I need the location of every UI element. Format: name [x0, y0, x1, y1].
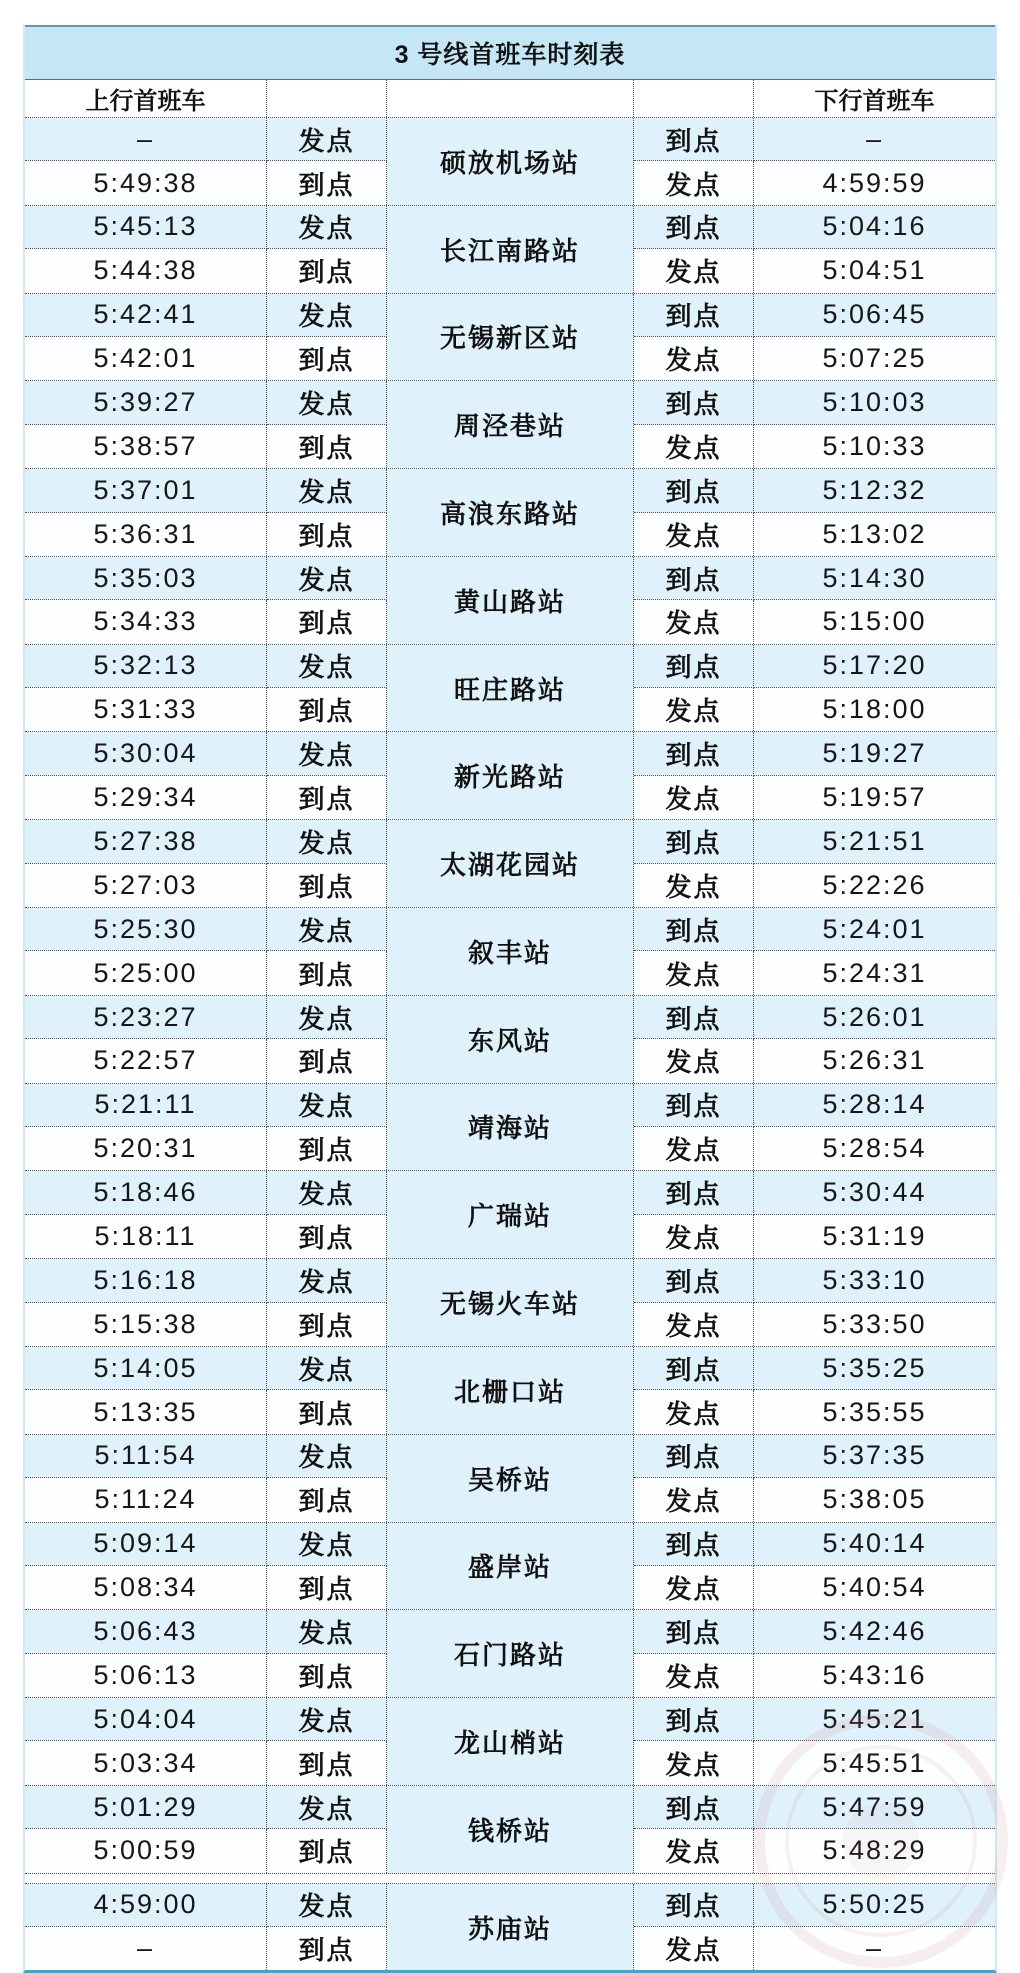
header-row: [25, 80, 995, 118]
up-time-row2: 5:31:33: [25, 688, 267, 731]
down-time-row2: 5:18:00: [754, 688, 995, 731]
down-label-row2: 发点: [634, 513, 754, 556]
down-label-row1: 到点: [634, 1171, 754, 1214]
down-time-row1: 5:47:59: [754, 1786, 995, 1829]
station-group: [25, 294, 995, 382]
up-label-row1: 发点: [267, 1347, 387, 1390]
up-label-row2: 到点: [267, 1215, 387, 1258]
down-label-row1: 到点: [634, 381, 754, 424]
down-label-row1: 到点: [634, 1435, 754, 1478]
up-label-row2: 到点: [267, 337, 387, 380]
down-time-row1: 5:21:51: [754, 820, 995, 863]
station-name: 苏庙站: [387, 1884, 634, 1971]
up-time-row2: 5:08:34: [25, 1566, 267, 1609]
station-group: [25, 1884, 995, 1971]
down-time-row2: 5:24:31: [754, 951, 995, 994]
up-label-row1: 发点: [267, 1884, 387, 1927]
station-group: [25, 1347, 995, 1435]
up-time-row2: 5:38:57: [25, 425, 267, 468]
down-label-row2: 发点: [634, 161, 754, 204]
down-label-row2: 发点: [634, 1741, 754, 1784]
up-label-row2: 到点: [267, 1741, 387, 1784]
up-label-row2: 到点: [267, 1127, 387, 1170]
up-label-row2: 到点: [267, 951, 387, 994]
up-time-row2: 5:20:31: [25, 1127, 267, 1170]
down-time-row1: 5:06:45: [754, 294, 995, 337]
down-label-row2: 发点: [634, 1215, 754, 1258]
up-time-row2: 5:06:13: [25, 1654, 267, 1697]
down-label-row2: 发点: [634, 864, 754, 907]
down-label-row1: 到点: [634, 1259, 754, 1302]
up-time-row2: 5:44:38: [25, 249, 267, 292]
up-time-row1: 5:32:13: [25, 645, 267, 688]
station-name: 盛岸站: [387, 1523, 634, 1610]
down-time-row2: 5:28:54: [754, 1127, 995, 1170]
down-label-row1: 到点: [634, 1786, 754, 1829]
table-title: 3 号线首班车时刻表: [25, 25, 995, 80]
down-label-row2: 发点: [634, 1039, 754, 1082]
down-label-row2: 发点: [634, 600, 754, 643]
up-time-row1: 5:01:29: [25, 1786, 267, 1829]
station-name: 北栅口站: [387, 1347, 634, 1434]
down-time-row1: 5:19:27: [754, 732, 995, 775]
up-time-row2: 5:18:11: [25, 1215, 267, 1258]
down-label-row1: 到点: [634, 469, 754, 512]
up-label-row2: 到点: [267, 513, 387, 556]
station-group: [25, 469, 995, 557]
up-time-row1: 5:18:46: [25, 1171, 267, 1214]
up-label-row2: 到点: [267, 1654, 387, 1697]
down-time-row1: 5:40:14: [754, 1523, 995, 1566]
up-label-row2: 到点: [267, 1478, 387, 1521]
up-time-row2: 5:15:38: [25, 1303, 267, 1346]
down-time-row2: 5:10:33: [754, 425, 995, 468]
up-label-row1: 发点: [267, 1610, 387, 1653]
down-time-row1: 5:28:14: [754, 1084, 995, 1127]
station-group: [25, 820, 995, 908]
up-label-row1: 发点: [267, 557, 387, 600]
down-label-row1: 到点: [634, 820, 754, 863]
station-group: [25, 1084, 995, 1172]
down-label-row1: 到点: [634, 1610, 754, 1653]
up-label-row2: 到点: [267, 864, 387, 907]
station-name: 太湖花园站: [387, 820, 634, 907]
up-label-row1: 发点: [267, 1084, 387, 1127]
up-label-row1: 发点: [267, 645, 387, 688]
down-label-row1: 到点: [634, 732, 754, 775]
up-label-row2: 到点: [267, 600, 387, 643]
down-time-row2: 5:13:02: [754, 513, 995, 556]
down-time-row2: 5:19:57: [754, 776, 995, 819]
station-name: 无锡火车站: [387, 1259, 634, 1346]
up-time-row1: 5:06:43: [25, 1610, 267, 1653]
down-time-row1: 5:17:20: [754, 645, 995, 688]
up-time-row2: 5:03:34: [25, 1741, 267, 1784]
up-label-row1: 发点: [267, 820, 387, 863]
up-label-row1: 发点: [267, 1435, 387, 1478]
station-name: 旺庄路站: [387, 645, 634, 732]
down-time-row1: 5:14:30: [754, 557, 995, 600]
down-time-row1: 5:37:35: [754, 1435, 995, 1478]
up-label-row1: 发点: [267, 206, 387, 249]
down-time-row2: 5:15:00: [754, 600, 995, 643]
down-label-row2: 发点: [634, 1566, 754, 1609]
up-time-row1: 5:09:14: [25, 1523, 267, 1566]
up-time-row1: 5:14:05: [25, 1347, 267, 1390]
down-label-row1: 到点: [634, 206, 754, 249]
up-time-row1: 5:27:38: [25, 820, 267, 863]
up-label-row1: 发点: [267, 1171, 387, 1214]
up-label-row2: 到点: [267, 1039, 387, 1082]
up-label-row2: 到点: [267, 1390, 387, 1433]
down-label-row2: 发点: [634, 1927, 754, 1970]
up-label-row2: 到点: [267, 1303, 387, 1346]
header-empty-1: [267, 80, 387, 117]
up-time-row1: 5:23:27: [25, 996, 267, 1039]
down-label-row2: 发点: [634, 1654, 754, 1697]
station-group: [25, 645, 995, 733]
down-label-row1: 到点: [634, 1084, 754, 1127]
station-group: [25, 1259, 995, 1347]
header-down-first-train: 下行首班车: [814, 88, 935, 115]
up-time-row2: 5:34:33: [25, 600, 267, 643]
down-time-row2: 5:35:55: [754, 1390, 995, 1433]
down-time-row1: 5:24:01: [754, 908, 995, 951]
station-name: 吴桥站: [387, 1435, 634, 1522]
station-group: [25, 206, 995, 294]
down-time-row2: 5:43:16: [754, 1654, 995, 1697]
station-group: [25, 1435, 995, 1523]
down-label-row2: 发点: [634, 249, 754, 292]
station-name: 龙山梢站: [387, 1698, 634, 1785]
table-body: [25, 118, 995, 1970]
station-name: 无锡新区站: [387, 294, 634, 381]
up-label-row2: 到点: [267, 425, 387, 468]
up-label-row2: 到点: [267, 1927, 387, 1970]
up-label-row2: 到点: [267, 1829, 387, 1872]
up-time-row2: 5:29:34: [25, 776, 267, 819]
station-name: 靖海站: [387, 1084, 634, 1171]
up-label-row2: 到点: [267, 776, 387, 819]
down-time-row2: 5:04:51: [754, 249, 995, 292]
down-time-row2: 5:22:26: [754, 864, 995, 907]
station-name: 新光路站: [387, 732, 634, 819]
up-time-row1: 5:11:54: [25, 1435, 267, 1478]
up-time-row1: 5:35:03: [25, 557, 267, 600]
up-label-row2: 到点: [267, 161, 387, 204]
up-time-row1: 4:59:00: [25, 1884, 267, 1927]
station-group: [25, 1523, 995, 1611]
down-label-row2: 发点: [634, 776, 754, 819]
down-time-row2: 5:33:50: [754, 1303, 995, 1346]
down-time-row2: 5:07:25: [754, 337, 995, 380]
station-group: [25, 557, 995, 645]
down-label-row2: 发点: [634, 1127, 754, 1170]
station-name: 长江南路站: [387, 206, 634, 293]
down-time-row1: 5:35:25: [754, 1347, 995, 1390]
down-label-row1: 到点: [634, 1523, 754, 1566]
up-label-row1: 发点: [267, 118, 387, 161]
station-group: [25, 118, 995, 206]
station-group: [25, 1171, 995, 1259]
down-label-row1: 到点: [634, 1347, 754, 1390]
down-time-row2: 5:40:54: [754, 1566, 995, 1609]
down-label-row2: 发点: [634, 688, 754, 731]
down-time-row1: 5:12:32: [754, 469, 995, 512]
up-time-row2: 5:27:03: [25, 864, 267, 907]
down-label-row2: 发点: [634, 337, 754, 380]
down-time-row1: 5:50:25: [754, 1884, 995, 1927]
station-name: 广瑞站: [387, 1171, 634, 1258]
up-time-row1: 5:16:18: [25, 1259, 267, 1302]
up-label-row1: 发点: [267, 996, 387, 1039]
down-time-row1: 5:30:44: [754, 1171, 995, 1214]
station-name: 叙丰站: [387, 908, 634, 995]
station-name: 硕放机场站: [387, 118, 634, 205]
station-group: [25, 381, 995, 469]
up-time-row1: 5:21:11: [25, 1084, 267, 1127]
down-label-row1: 到点: [634, 1884, 754, 1927]
up-time-row2: 5:25:00: [25, 951, 267, 994]
down-time-row2: 5:45:51: [754, 1741, 995, 1784]
up-time-row1: 5:30:04: [25, 732, 267, 775]
down-time-row2: 5:31:19: [754, 1215, 995, 1258]
down-time-row1: 5:10:03: [754, 381, 995, 424]
up-label-row1: 发点: [267, 1698, 387, 1741]
down-label-row1: 到点: [634, 908, 754, 951]
down-time-row1: 5:45:21: [754, 1698, 995, 1741]
up-time-row1: –: [25, 118, 267, 161]
up-time-row2: 5:00:59: [25, 1829, 267, 1872]
station-group: [25, 1698, 995, 1786]
down-time-row2: –: [754, 1927, 995, 1970]
section-gap: [25, 1873, 995, 1884]
up-time-row1: 5:25:30: [25, 908, 267, 951]
down-label-row2: 发点: [634, 425, 754, 468]
station-group: [25, 908, 995, 996]
up-time-row2: 5:42:01: [25, 337, 267, 380]
down-time-row1: 5:42:46: [754, 1610, 995, 1653]
down-label-row1: 到点: [634, 294, 754, 337]
down-label-row2: 发点: [634, 1303, 754, 1346]
up-time-row2: –: [25, 1927, 267, 1970]
down-label-row2: 发点: [634, 951, 754, 994]
down-time-row2: 4:59:59: [754, 161, 995, 204]
up-label-row1: 发点: [267, 732, 387, 775]
station-name: 黄山路站: [387, 557, 634, 644]
up-label-row1: 发点: [267, 908, 387, 951]
header-empty-3: [634, 80, 754, 117]
up-time-row1: 5:04:04: [25, 1698, 267, 1741]
station-name: 高浪东路站: [387, 469, 634, 556]
up-time-row2: 5:13:35: [25, 1390, 267, 1433]
down-label-row2: 发点: [634, 1829, 754, 1872]
station-name: 周泾巷站: [387, 381, 634, 468]
up-time-row2: 5:11:24: [25, 1478, 267, 1521]
down-time-row2: 5:26:31: [754, 1039, 995, 1082]
timetable: [23, 25, 997, 1973]
up-label-row1: 发点: [267, 1523, 387, 1566]
station-name: 钱桥站: [387, 1786, 634, 1873]
up-time-row1: 5:42:41: [25, 294, 267, 337]
down-time-row1: 5:26:01: [754, 996, 995, 1039]
station-group: [25, 1610, 995, 1698]
station-group: [25, 732, 995, 820]
up-label-row1: 发点: [267, 469, 387, 512]
station-group: [25, 1786, 995, 1873]
down-label-row1: 到点: [634, 557, 754, 600]
up-time-row2: 5:49:38: [25, 161, 267, 204]
up-label-row2: 到点: [267, 249, 387, 292]
down-time-row2: 5:38:05: [754, 1478, 995, 1521]
down-label-row1: 到点: [634, 645, 754, 688]
up-label-row1: 发点: [267, 381, 387, 424]
header-up-first-train: 上行首班车: [25, 80, 267, 117]
up-label-row1: 发点: [267, 1259, 387, 1302]
down-label-row1: 到点: [634, 1698, 754, 1741]
down-label-row1: 到点: [634, 996, 754, 1039]
down-label-row2: 发点: [634, 1390, 754, 1433]
up-label-row2: 到点: [267, 1566, 387, 1609]
up-time-row2: 5:22:57: [25, 1039, 267, 1082]
up-time-row1: 5:37:01: [25, 469, 267, 512]
down-time-row1: –: [754, 118, 995, 161]
station-group: [25, 996, 995, 1084]
up-time-row1: 5:45:13: [25, 206, 267, 249]
down-label-row2: 发点: [634, 1478, 754, 1521]
down-time-row1: 5:33:10: [754, 1259, 995, 1302]
header-empty-2: [387, 80, 634, 117]
station-name: 石门路站: [387, 1610, 634, 1697]
up-time-row2: 5:36:31: [25, 513, 267, 556]
up-label-row1: 发点: [267, 294, 387, 337]
station-name: 东风站: [387, 996, 634, 1083]
down-time-row2: 5:48:29: [754, 1829, 995, 1872]
down-label-row1: 到点: [634, 118, 754, 161]
up-label-row2: 到点: [267, 688, 387, 731]
up-time-row1: 5:39:27: [25, 381, 267, 424]
up-label-row1: 发点: [267, 1786, 387, 1829]
down-time-row1: 5:04:16: [754, 206, 995, 249]
